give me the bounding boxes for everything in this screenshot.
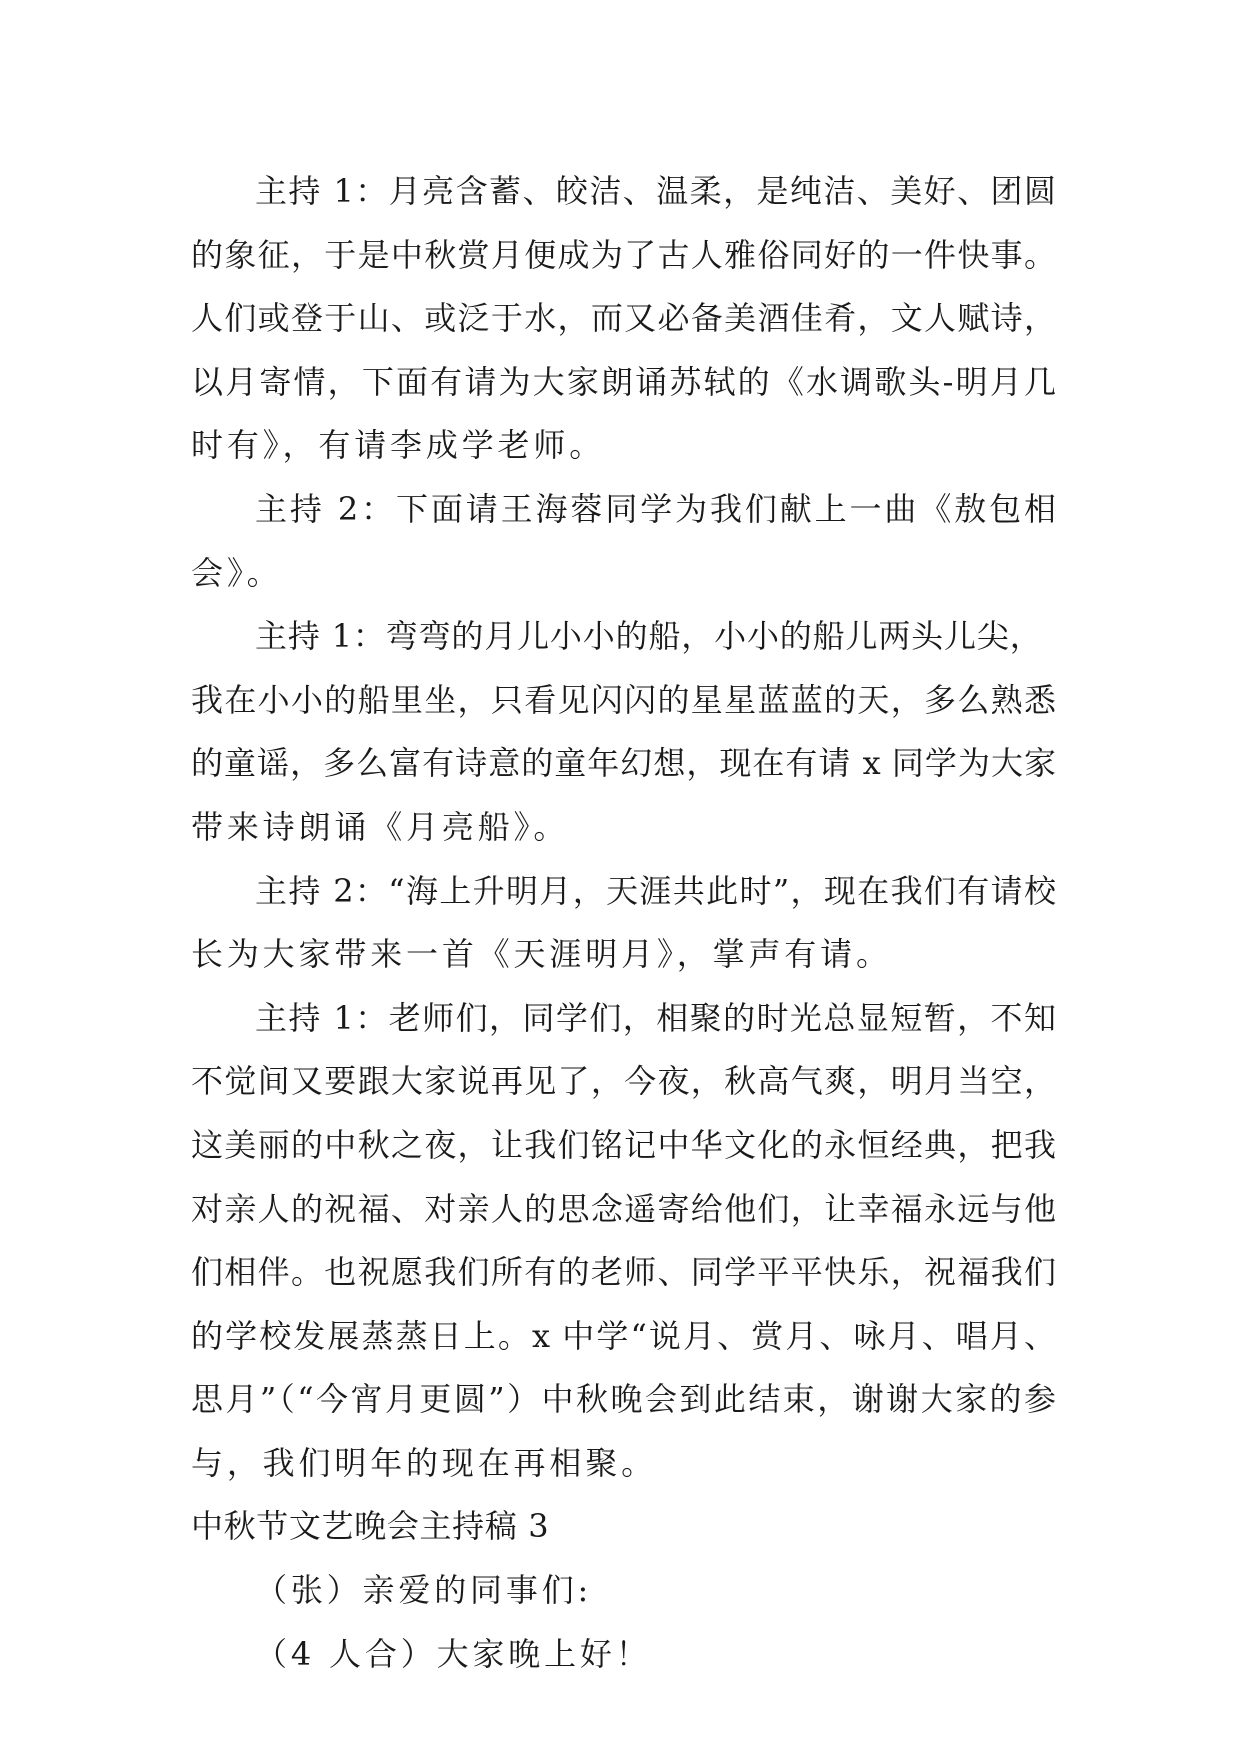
paragraph-line: 这美丽的中秋之夜，让我们铭记中华文化的永恒经典，把我 (191, 1125, 1056, 1164)
paragraph-line: 们相伴。也祝愿我们所有的老师、同学平平快乐，祝福我们 (191, 1253, 1056, 1292)
paragraph-line: 不觉间又要跟大家说再见了，今夜，秋高气爽，明月当空， (191, 1062, 1056, 1101)
paragraph-line: 长为大家带来一首《天涯明月》，掌声有请。 (191, 935, 892, 974)
document-body (191, 160, 1056, 1686)
paragraph-line: 带来诗朗诵《月亮船》。 (191, 807, 570, 846)
section-heading: 中秋节文艺晚会主持稿 3 (191, 1507, 550, 1546)
paragraph-line: 主持 1：老师们，同学们，相聚的时光总显短暂，不知 (255, 998, 1056, 1037)
paragraph-line: 与，我们明年的现在再相聚。 (191, 1443, 657, 1482)
paragraph-line: 对亲人的祝福、对亲人的思念遥寄给他们，让幸福永远与他 (191, 1189, 1056, 1228)
paragraph-line: 主持 1：弯弯的月儿小小的船，小小的船儿两头儿尖， (255, 617, 1043, 656)
paragraph-line: （4 人合）大家晚上好！ (255, 1634, 652, 1673)
paragraph-line: 以月寄情，下面有请为大家朗诵苏轼的《水调歌头-明月几 (191, 362, 1056, 401)
paragraph-line: 主持 2：“海上升明月，天涯共此时”，现在我们有请校 (255, 871, 1056, 910)
paragraph-line: 时有》，有请李成学老师。 (191, 426, 606, 465)
paragraph-line: 我在小小的船里坐，只看见闪闪的星星蓝蓝的天，多么熟悉 (191, 680, 1056, 719)
paragraph-line: 会》。 (191, 553, 283, 592)
paragraph-line: 的学校发展蒸蒸日上。x 中学“说月、赏月、咏月、唱月、 (191, 1316, 1056, 1355)
paragraph-line: （张）亲爱的同事们: (255, 1571, 593, 1610)
paragraph-line: 思月”（“今宵月更圆”）中秋晚会到此结束，谢谢大家的参 (191, 1380, 1056, 1419)
paragraph-line: 的童谣，多么富有诗意的童年幻想，现在有请 x 同学为大家 (191, 744, 1056, 783)
paragraph-line: 的象征，于是中秋赏月便成为了古人雅俗同好的一件快事。 (191, 235, 1056, 274)
paragraph-line: 人们或登于山、或泛于水，而又必备美酒佳肴，文人赋诗， (191, 299, 1056, 338)
paragraph-line: 主持 1：月亮含蓄、皎洁、温柔，是纯洁、美好、团圆 (255, 172, 1056, 210)
paragraph-line: 主持 2：下面请王海蓉同学为我们献上一曲《敖包相 (255, 489, 1056, 528)
